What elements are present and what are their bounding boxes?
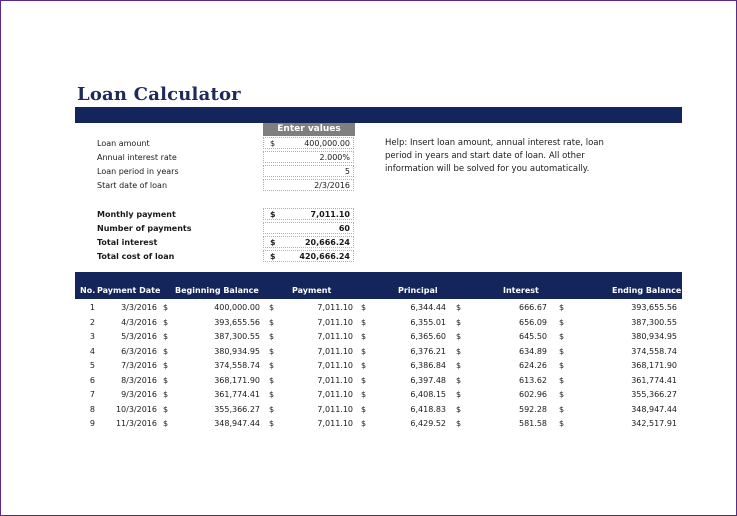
currency-symbol: $ bbox=[456, 361, 462, 370]
currency-symbol: $ bbox=[270, 238, 276, 247]
currency-symbol: $ bbox=[163, 404, 169, 414]
cell-principal: 6,408.15 bbox=[410, 390, 446, 399]
cell-date: 5/3/2016 bbox=[121, 332, 157, 341]
enter-values-header: Enter values bbox=[263, 123, 355, 136]
cell-begin: 393,655.56 bbox=[214, 317, 260, 327]
loan-amount-label: Loan amount bbox=[97, 139, 150, 148]
cell-date: 3/3/2016 bbox=[121, 303, 157, 312]
cell-end: 342,517.91 bbox=[631, 419, 677, 428]
currency-symbol: $ bbox=[361, 390, 367, 399]
col-header-principal: Principal bbox=[398, 286, 438, 295]
interest-rate-input[interactable] bbox=[263, 151, 354, 163]
currency-symbol: $ bbox=[456, 346, 462, 356]
col-header-beginning-balance: Beginning Balance bbox=[175, 286, 259, 295]
currency-symbol: $ bbox=[163, 303, 169, 312]
table-header-bar bbox=[75, 272, 682, 299]
currency-symbol: $ bbox=[559, 390, 565, 399]
currency-symbol: $ bbox=[456, 317, 462, 327]
loan-period-input[interactable] bbox=[263, 165, 354, 177]
cell-end: 348,947.44 bbox=[631, 404, 677, 414]
cell-no: 7 bbox=[89, 390, 95, 399]
currency-symbol: $ bbox=[361, 361, 367, 370]
cell-end: 374,558.74 bbox=[631, 346, 677, 356]
cell-payment: 7,011.10 bbox=[317, 303, 353, 312]
table-row bbox=[75, 374, 682, 389]
cell-payment: 7,011.10 bbox=[317, 404, 353, 414]
cell-date: 6/3/2016 bbox=[121, 346, 157, 356]
total-interest-value: 20,666.24 bbox=[304, 238, 350, 247]
currency-symbol: $ bbox=[269, 419, 275, 428]
currency-symbol: $ bbox=[456, 404, 462, 414]
currency-symbol: $ bbox=[269, 390, 275, 399]
cell-principal: 6,355.01 bbox=[410, 317, 446, 327]
table-row bbox=[75, 330, 682, 345]
cell-principal: 6,418.83 bbox=[410, 404, 446, 414]
cell-principal: 6,376.21 bbox=[410, 346, 446, 356]
cell-end: 361,774.41 bbox=[631, 375, 677, 385]
currency-symbol: $ bbox=[269, 375, 275, 385]
cell-end: 387,300.55 bbox=[631, 317, 677, 327]
currency-symbol: $ bbox=[361, 317, 367, 327]
cell-interest: 666.67 bbox=[519, 303, 547, 312]
currency-symbol: $ bbox=[269, 404, 275, 414]
cell-end: 368,171.90 bbox=[631, 361, 677, 370]
cell-interest: 645.50 bbox=[519, 332, 547, 341]
table-row bbox=[75, 316, 682, 331]
number-of-payments-value: 60 bbox=[338, 224, 350, 233]
total-interest-cell bbox=[263, 236, 354, 248]
currency-symbol: $ bbox=[361, 375, 367, 385]
interest-rate-value: 2.000% bbox=[319, 153, 350, 162]
table-row bbox=[75, 359, 682, 374]
total-interest-label: Total interest bbox=[97, 238, 158, 247]
currency-symbol: $ bbox=[559, 404, 565, 414]
currency-symbol: $ bbox=[269, 346, 275, 356]
cell-payment: 7,011.10 bbox=[317, 419, 353, 428]
currency-symbol: $ bbox=[163, 390, 169, 399]
cell-begin: 380,934.95 bbox=[214, 346, 260, 356]
currency-symbol: $ bbox=[456, 303, 462, 312]
cell-principal: 6,344.44 bbox=[410, 303, 446, 312]
number-of-payments-label: Number of payments bbox=[97, 224, 192, 233]
cell-begin: 374,558.74 bbox=[214, 361, 260, 370]
currency-symbol: $ bbox=[163, 375, 169, 385]
monthly-payment-label: Monthly payment bbox=[97, 210, 176, 219]
start-date-value: 2/3/2016 bbox=[314, 181, 350, 190]
cell-no: 5 bbox=[89, 361, 95, 370]
cell-interest: 634.89 bbox=[519, 346, 547, 356]
cell-begin: 400,000.00 bbox=[214, 303, 260, 312]
cell-date: 4/3/2016 bbox=[121, 317, 157, 327]
cell-end: 380,934.95 bbox=[631, 332, 677, 341]
loan-period-value: 5 bbox=[344, 167, 350, 176]
cell-date: 10/3/2016 bbox=[115, 404, 157, 414]
cell-interest: 581.58 bbox=[519, 419, 547, 428]
currency-symbol: $ bbox=[559, 375, 565, 385]
col-header-no: No. bbox=[80, 286, 96, 295]
total-cost-label: Total cost of loan bbox=[97, 252, 175, 261]
cell-begin: 387,300.55 bbox=[214, 332, 260, 341]
interest-rate-label: Annual interest rate bbox=[97, 153, 177, 162]
currency-symbol: $ bbox=[269, 332, 275, 341]
currency-symbol: $ bbox=[269, 361, 275, 370]
currency-symbol: $ bbox=[270, 210, 276, 219]
cell-end: 393,655.56 bbox=[631, 303, 677, 312]
cell-no: 6 bbox=[89, 375, 95, 385]
cell-date: 9/3/2016 bbox=[121, 390, 157, 399]
col-header-payment: Payment bbox=[292, 286, 332, 295]
currency-symbol: $ bbox=[559, 303, 565, 312]
currency-symbol: $ bbox=[456, 332, 462, 341]
start-date-label: Start date of loan bbox=[97, 181, 168, 190]
monthly-payment-value: 7,011.10 bbox=[310, 210, 350, 219]
cell-interest: 656.09 bbox=[519, 317, 547, 327]
currency-symbol: $ bbox=[361, 303, 367, 312]
currency-symbol: $ bbox=[269, 303, 275, 312]
loan-period-label: Loan period in years bbox=[97, 167, 179, 176]
monthly-payment-cell bbox=[263, 208, 354, 220]
currency-symbol: $ bbox=[163, 361, 169, 370]
currency-symbol: $ bbox=[163, 346, 169, 356]
cell-begin: 368,171.90 bbox=[214, 375, 260, 385]
currency-symbol: $ bbox=[361, 404, 367, 414]
cell-payment: 7,011.10 bbox=[317, 390, 353, 399]
page-title: Loan Calculator bbox=[77, 84, 241, 105]
cell-payment: 7,011.10 bbox=[317, 317, 353, 327]
total-cost-cell bbox=[263, 250, 354, 262]
currency-symbol: $ bbox=[163, 317, 169, 327]
table-row bbox=[75, 417, 682, 432]
table-row bbox=[75, 388, 682, 403]
currency-symbol: $ bbox=[361, 419, 367, 428]
currency-symbol: $ bbox=[559, 361, 565, 370]
cell-payment: 7,011.10 bbox=[317, 361, 353, 370]
currency-symbol: $ bbox=[270, 252, 276, 261]
cell-begin: 348,947.44 bbox=[214, 419, 260, 428]
help-text: Help: Insert loan amount, annual interest rate, loan period in years and start date of loan. All other information will be solved for you automatically. bbox=[385, 138, 604, 174]
table-row bbox=[75, 301, 682, 316]
cell-begin: 355,366.27 bbox=[214, 404, 260, 414]
cell-principal: 6,365.60 bbox=[410, 332, 446, 341]
cell-interest: 602.96 bbox=[519, 390, 547, 399]
col-header-payment-date: Payment Date bbox=[97, 286, 161, 295]
currency-symbol: $ bbox=[163, 419, 169, 428]
cell-principal: 6,429.52 bbox=[410, 419, 446, 428]
cell-no: 8 bbox=[89, 404, 95, 414]
currency-symbol: $ bbox=[456, 375, 462, 385]
cell-date: 8/3/2016 bbox=[121, 375, 157, 385]
currency-symbol: $ bbox=[559, 419, 565, 428]
col-header-ending-balance: Ending Balance bbox=[612, 286, 682, 295]
cell-principal: 6,386.84 bbox=[410, 361, 446, 370]
loan-amount-input[interactable] bbox=[263, 137, 354, 149]
currency-symbol: $ bbox=[163, 332, 169, 341]
cell-interest: 613.62 bbox=[519, 375, 547, 385]
total-cost-value: 420,666.24 bbox=[299, 252, 350, 261]
title-bar bbox=[75, 107, 682, 123]
currency-symbol: $ bbox=[559, 346, 565, 356]
currency-symbol: $ bbox=[361, 332, 367, 341]
cell-no: 1 bbox=[89, 303, 95, 312]
currency-symbol: $ bbox=[269, 317, 275, 327]
cell-no: 9 bbox=[89, 419, 95, 428]
cell-no: 2 bbox=[89, 317, 95, 327]
cell-interest: 592.28 bbox=[519, 404, 547, 414]
currency-symbol: $ bbox=[456, 390, 462, 399]
col-header-interest: Interest bbox=[503, 286, 539, 295]
table-row bbox=[75, 403, 682, 418]
cell-interest: 624.26 bbox=[519, 361, 547, 370]
currency-symbol: $ bbox=[456, 419, 462, 428]
cell-end: 355,366.27 bbox=[631, 390, 677, 399]
number-of-payments-cell bbox=[263, 222, 354, 234]
cell-principal: 6,397.48 bbox=[410, 375, 446, 385]
cell-payment: 7,011.10 bbox=[317, 375, 353, 385]
currency-symbol: $ bbox=[361, 346, 367, 356]
cell-payment: 7,011.10 bbox=[317, 332, 353, 341]
cell-begin: 361,774.41 bbox=[214, 390, 260, 399]
loan-amount-value: 400,000.00 bbox=[304, 139, 350, 148]
start-date-input[interactable] bbox=[263, 179, 354, 191]
table-row bbox=[75, 345, 682, 360]
currency-symbol: $ bbox=[270, 139, 276, 148]
cell-date: 11/3/2016 bbox=[115, 419, 157, 428]
cell-payment: 7,011.10 bbox=[317, 346, 353, 356]
currency-symbol: $ bbox=[559, 317, 565, 327]
cell-no: 4 bbox=[89, 346, 95, 356]
currency-symbol: $ bbox=[559, 332, 565, 341]
cell-date: 7/3/2016 bbox=[121, 361, 157, 370]
cell-no: 3 bbox=[89, 332, 95, 341]
